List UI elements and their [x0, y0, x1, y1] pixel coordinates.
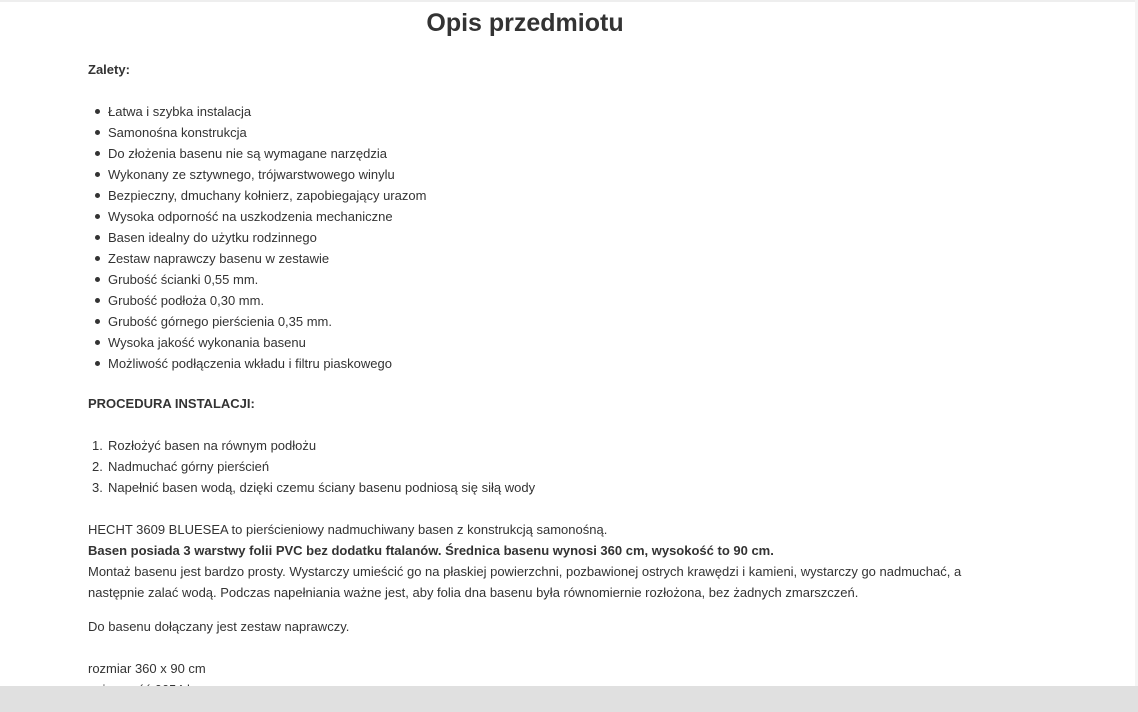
step-item	[88, 456, 988, 477]
list-item: Basen idealny do użytku rodzinnego	[88, 227, 988, 248]
procedure-heading: PROCEDURA INSTALACJI:	[88, 396, 255, 411]
list-item: Do złożenia basenu nie są wymagane narzędzia	[88, 143, 988, 164]
description-content	[88, 59, 988, 700]
step-text: Napełnić basen wodą, dzięki czemu ściany basenu podniosą się siłą wody	[108, 480, 536, 495]
list-item: Wykonany ze sztywnego, trójwarstwowego winylu	[88, 164, 988, 185]
repair-kit-note: Do basenu dołączany jest zestaw naprawczy.	[88, 619, 350, 634]
top-border	[0, 0, 1138, 2]
advantages-list	[88, 101, 988, 374]
list-item: Bezpieczny, dmuchany kołnierz, zapobiegający urazom	[88, 185, 988, 206]
list-item: Grubość podłoża 0,30 mm.	[88, 290, 988, 311]
list-item: Samonośna konstrukcja	[88, 122, 988, 143]
step-number: 1.	[92, 438, 103, 453]
spec-size: rozmiar 360 x 90 cm	[88, 661, 206, 676]
list-item: Zestaw naprawczy basenu w zestawie	[88, 248, 988, 269]
list-item: Wysoka jakość wykonania basenu	[88, 332, 988, 353]
list-item: Grubość górnego pierścienia 0,35 mm.	[88, 311, 988, 332]
description-bold-line: Basen posiada 3 warstwy folii PVC bez dodatku ftalanów. Średnica basenu wynosi 360 cm, wysokość to 90 cm.	[88, 543, 774, 558]
page-title: Opis przedmiotu	[426, 9, 624, 37]
advantages-heading: Zalety:	[88, 62, 130, 77]
procedure-steps	[88, 435, 988, 498]
step-item	[88, 477, 988, 498]
description-line: HECHT 3609 BLUESEA to pierścieniowy nadmuchiwany basen z konstrukcją samonośną.	[88, 522, 608, 537]
step-text: Rozłożyć basen na równym podłożu	[108, 438, 317, 453]
step-number: 3.	[92, 480, 103, 495]
step-text: Nadmuchać górny pierścień	[108, 459, 270, 474]
description-line: następnie zalać wodą. Podczas napełniania ważne jest, aby folia dna basenu była równomiernie rozłożona, bez żadnych zmarszczeń.	[88, 585, 859, 600]
bottom-bar	[0, 686, 1138, 712]
description-line: Montaż basenu jest bardzo prosty. Wystarczy umieścić go na płaskiej powierzchni, pozbawionej ostrych krawędzi i kamieni, wystarczy go nadmuchać, a	[88, 564, 962, 579]
list-item: Wysoka odporność na uszkodzenia mechaniczne	[88, 206, 988, 227]
list-item: Możliwość podłączenia wkładu i filtru piaskowego	[88, 353, 988, 374]
list-item: Grubość ścianki 0,55 mm.	[88, 269, 988, 290]
step-number: 2.	[92, 459, 103, 474]
list-item: Łatwa i szybka instalacja	[88, 101, 988, 122]
step-item	[88, 435, 988, 456]
